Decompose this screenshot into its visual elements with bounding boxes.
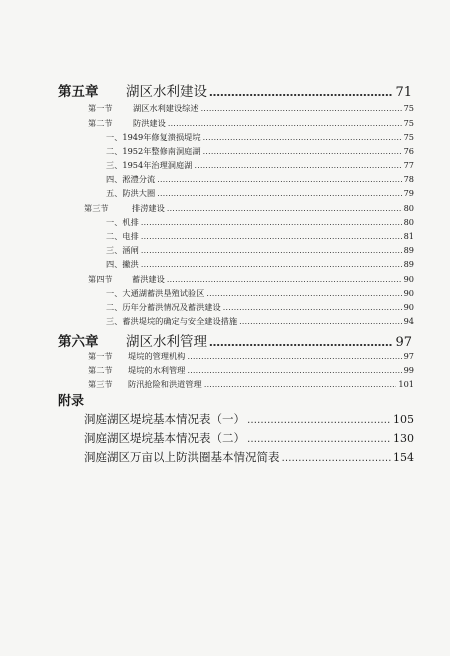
leader-dots	[203, 132, 402, 140]
page-number: 75	[403, 132, 414, 142]
leader-dots	[157, 188, 401, 196]
chapter-title: 湖区水利建设	[126, 84, 207, 100]
page-number: 81	[403, 231, 414, 241]
item-row	[106, 160, 414, 171]
item-title: 五、防洪大圈	[106, 188, 156, 198]
leader-dots	[141, 217, 402, 225]
leader-dots	[204, 379, 397, 387]
section-number: 第三节	[88, 379, 113, 389]
page-number: 76	[403, 146, 414, 156]
page-number: 77	[403, 160, 414, 170]
leader-dots	[282, 453, 392, 463]
item-row	[106, 146, 414, 157]
leader-dots	[247, 415, 391, 425]
leader-dots	[206, 288, 401, 296]
item-row	[106, 132, 414, 143]
leader-dots	[157, 174, 401, 182]
item-row	[106, 259, 414, 270]
section-row	[88, 351, 414, 362]
leader-dots	[201, 103, 402, 111]
item-title: 四、淞澧分流	[106, 174, 156, 184]
section-row	[88, 103, 414, 114]
page-number: 71	[395, 85, 412, 100]
section-number: 第二节	[88, 365, 113, 375]
leader-dots	[194, 160, 401, 168]
page-number: 80	[403, 203, 414, 213]
appendix-entry	[84, 430, 414, 446]
section-number: 第二节	[88, 118, 113, 128]
leader-dots	[203, 146, 402, 154]
section-title: 防洪建设	[133, 118, 166, 128]
section-number: 第四节	[88, 274, 113, 284]
item-title: 四、撇洪	[106, 259, 139, 269]
section-title: 堤垸的管理机构	[128, 351, 186, 361]
chapter-row	[58, 330, 412, 350]
leader-dots	[141, 259, 402, 267]
page-number: 130	[393, 432, 414, 445]
page-number: 94	[403, 316, 414, 326]
leader-dots	[239, 316, 402, 324]
page-number: 89	[403, 245, 414, 255]
section-title: 防汛抢险和洪道管理	[128, 379, 202, 389]
item-row	[106, 174, 414, 185]
leader-dots	[187, 351, 401, 359]
section-number: 第三节	[84, 203, 109, 213]
leader-dots	[209, 336, 393, 347]
leader-dots	[141, 231, 402, 239]
leader-dots	[223, 302, 402, 310]
chapter-number: 第五章	[58, 84, 99, 100]
leader-dots	[167, 274, 402, 282]
appendix-heading: 附录	[58, 394, 85, 409]
appendix-entry	[84, 411, 414, 427]
item-title: 二、历年分蓄洪情况及蓄洪建设	[106, 302, 221, 312]
page-number: 75	[403, 103, 414, 113]
page-number: 99	[403, 365, 414, 375]
section-row	[88, 274, 414, 285]
page-number: 105	[393, 413, 414, 426]
page-number: 90	[403, 302, 414, 312]
chapter-title: 湖区水利管理	[126, 334, 207, 350]
appendix-title: 洞庭湖区万亩以上防洪圈基本情况简表	[84, 450, 280, 464]
item-title: 三、1954年治理洞庭湖	[106, 160, 193, 170]
section-title: 蓄洪建设	[132, 274, 165, 284]
page-number: 89	[403, 259, 414, 269]
item-title: 一、1949年修复溃损堤垸	[106, 132, 201, 142]
leader-dots	[247, 434, 391, 444]
item-title: 二、1952年整修南洞庭湖	[106, 146, 201, 156]
page-number: 154	[393, 451, 414, 464]
leader-dots	[167, 203, 402, 211]
item-row	[106, 231, 414, 242]
leader-dots	[141, 245, 402, 253]
appendix-entry	[84, 449, 414, 465]
appendix-title: 洞庭湖区堤垸基本情况表（二）	[84, 431, 245, 445]
section-number: 第一节	[88, 351, 113, 361]
item-row	[106, 245, 414, 256]
item-row	[106, 302, 414, 313]
leader-dots	[209, 86, 393, 97]
page-number: 75	[403, 118, 414, 128]
item-row	[106, 316, 414, 327]
section-row	[88, 365, 414, 376]
page-number: 97	[395, 335, 412, 350]
section-row	[84, 203, 414, 214]
section-title: 湖区水利建设综述	[133, 103, 199, 113]
page-number: 90	[403, 274, 414, 284]
leader-dots	[187, 365, 401, 373]
section-title: 排涝建设	[132, 203, 165, 213]
appendix-title: 洞庭湖区堤垸基本情况表（一）	[84, 412, 245, 426]
item-title: 一、机排	[106, 217, 139, 227]
item-title: 三、蓄洪堤垸的确定与安全建设措施	[106, 316, 238, 326]
item-title: 二、电排	[106, 231, 139, 241]
chapter-row	[58, 80, 412, 100]
page-number: 90	[403, 288, 414, 298]
item-row	[106, 188, 414, 199]
section-title: 堤垸的水利管理	[128, 365, 186, 375]
leader-dots	[168, 118, 402, 126]
page-number: 79	[403, 188, 414, 198]
item-row	[106, 288, 414, 299]
item-title: 一、大通湖蓄洪垦殖试验区	[106, 288, 205, 298]
item-title: 三、涵闸	[106, 245, 139, 255]
page-number: 80	[403, 217, 414, 227]
chapter-number: 第六章	[58, 334, 99, 350]
section-row	[88, 379, 414, 390]
page-number: 78	[403, 174, 414, 184]
item-row	[106, 217, 414, 228]
page-number: 97	[403, 351, 414, 361]
section-number: 第一节	[88, 103, 113, 113]
page-number: 101	[398, 379, 414, 389]
section-row	[88, 118, 414, 129]
